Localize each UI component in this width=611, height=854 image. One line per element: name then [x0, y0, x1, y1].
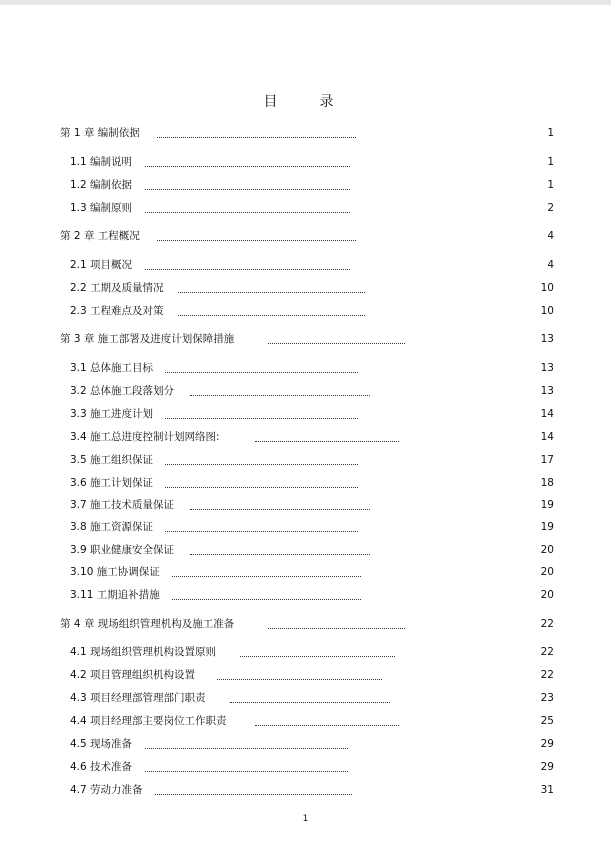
toc-entry-page: 22	[540, 669, 554, 681]
toc-entry-label: 4.3 项目经理部管理部门职责	[70, 692, 206, 704]
toc-entry-section[interactable]	[0, 782, 611, 798]
toc-leader	[217, 667, 382, 680]
toc-entry-label: 3.1 总体施工目标	[70, 362, 154, 374]
toc-entry-label: 2.3 工程难点及对策	[70, 305, 164, 317]
toc-entry-page: 1	[547, 179, 554, 191]
toc-entry-section[interactable]	[0, 303, 611, 319]
toc-entry-page: 13	[540, 385, 554, 397]
toc-entry-page: 31	[540, 784, 554, 796]
toc-entry-page: 25	[540, 715, 554, 727]
toc-entry-page: 13	[540, 333, 554, 345]
toc-leader	[165, 475, 358, 488]
toc-entry-page: 2	[547, 202, 554, 214]
toc-entry-label: 3.5 施工组织保证	[70, 454, 154, 466]
toc-entry-page: 18	[540, 477, 554, 489]
toc-leader	[190, 542, 370, 555]
toc-entry-section[interactable]	[0, 713, 611, 729]
toc-entry-section[interactable]	[0, 497, 611, 513]
toc-entry-label: 第 1 章 编制依据	[60, 127, 140, 139]
toc-entry-page: 29	[540, 738, 554, 750]
toc-entry-page: 10	[540, 282, 554, 294]
document-page	[0, 5, 611, 854]
toc-entry-label: 1.2 编制依据	[70, 179, 133, 191]
toc-entry-label: 4.1 现场组织管理机构设置原则	[70, 646, 217, 658]
toc-entry-section[interactable]	[0, 280, 611, 296]
toc-entry-label: 1.1 编制说明	[70, 156, 133, 168]
toc-leader	[145, 257, 350, 270]
toc-entry-section[interactable]	[0, 667, 611, 683]
toc-leader	[172, 587, 361, 600]
toc-leader	[190, 497, 370, 510]
toc-entry-label: 3.3 施工进度计划	[70, 408, 154, 420]
toc-entry-page: 14	[540, 408, 554, 420]
toc-entry-section[interactable]	[0, 564, 611, 580]
toc-leader	[255, 713, 399, 726]
toc-entry-label: 4.4 项目经理部主要岗位工作职责	[70, 715, 227, 727]
toc-leader	[155, 782, 352, 795]
toc-entry-page: 19	[540, 499, 554, 511]
toc-entry-section[interactable]	[0, 200, 611, 216]
toc-entry-label: 4.2 项目管理组织机构设置	[70, 669, 196, 681]
footer-page-number: 1	[302, 814, 309, 824]
toc-entry-label: 3.2 总体施工段落划分	[70, 385, 175, 397]
toc-entry-page: 20	[540, 544, 554, 556]
toc-leader	[268, 616, 405, 629]
toc-leader	[190, 383, 370, 396]
toc-entry-label: 第 4 章 现场组织管理机构及施工准备	[60, 618, 235, 630]
toc-entry-section[interactable]	[0, 475, 611, 491]
toc-entry-label: 4.5 现场准备	[70, 738, 133, 750]
toc-entry-section[interactable]	[0, 690, 611, 706]
toc-entry-page: 22	[540, 618, 554, 630]
toc-entry-label: 3.6 施工计划保证	[70, 477, 154, 489]
toc-entry-section[interactable]	[0, 644, 611, 660]
toc-entry-section[interactable]	[0, 519, 611, 535]
toc-entry-chapter[interactable]	[0, 616, 611, 632]
toc-entry-page: 14	[540, 431, 554, 443]
toc-entry-page: 29	[540, 761, 554, 773]
toc-entry-label: 3.11 工期追补措施	[70, 589, 160, 601]
toc-entry-section[interactable]	[0, 542, 611, 558]
toc-leader	[157, 125, 356, 138]
toc-entry-chapter[interactable]	[0, 125, 611, 141]
toc-leader	[178, 303, 365, 316]
toc-entry-page: 22	[540, 646, 554, 658]
toc-entry-section[interactable]	[0, 587, 611, 603]
toc-leader	[165, 406, 358, 419]
toc-entry-chapter[interactable]	[0, 228, 611, 244]
toc-leader	[165, 360, 358, 373]
toc-entry-page: 20	[540, 566, 554, 578]
toc-entry-section[interactable]	[0, 154, 611, 170]
toc-entry-page: 13	[540, 362, 554, 374]
toc-entry-page: 17	[540, 454, 554, 466]
toc-entry-label: 第 2 章 工程概况	[60, 230, 140, 242]
toc-entry-label: 3.9 职业健康安全保证	[70, 544, 175, 556]
toc-leader	[268, 331, 405, 344]
toc-entry-section[interactable]	[0, 383, 611, 399]
toc-leader	[240, 644, 395, 657]
toc-entry-label: 3.8 施工资源保证	[70, 521, 154, 533]
toc-leader	[157, 228, 356, 241]
toc-entry-page: 10	[540, 305, 554, 317]
toc-entry-page: 1	[547, 127, 554, 139]
toc-leader	[145, 200, 350, 213]
toc-entry-label: 第 3 章 施工部署及进度计划保障措施	[60, 333, 235, 345]
toc-entry-section[interactable]	[0, 452, 611, 468]
toc-leader	[165, 452, 358, 465]
toc-leader	[178, 280, 365, 293]
toc-entry-section[interactable]	[0, 429, 611, 445]
toc-leader	[145, 736, 348, 749]
toc-entry-page: 20	[540, 589, 554, 601]
toc-entry-label: 3.4 施工总进度控制计划网络图:	[70, 431, 220, 443]
toc-entry-page: 1	[547, 156, 554, 168]
toc-leader	[145, 154, 350, 167]
toc-leader	[230, 690, 390, 703]
toc-leader	[172, 564, 361, 577]
toc-entry-section[interactable]	[0, 360, 611, 376]
toc-leader	[165, 519, 358, 532]
toc-entry-section[interactable]	[0, 736, 611, 752]
toc-entry-section[interactable]	[0, 257, 611, 273]
toc-entry-chapter[interactable]	[0, 331, 611, 347]
toc-entry-label: 1.3 编制原则	[70, 202, 133, 214]
toc-entry-page: 23	[540, 692, 554, 704]
toc-entry-label: 4.6 技术准备	[70, 761, 133, 773]
toc-entry-section[interactable]	[0, 406, 611, 422]
toc-leader	[145, 177, 350, 190]
toc-entry-page: 19	[540, 521, 554, 533]
toc-entry-label: 4.7 劳动力准备	[70, 784, 143, 796]
toc-entry-label: 3.10 施工协调保证	[70, 566, 160, 578]
toc-leader	[255, 429, 399, 442]
toc-entry-section[interactable]	[0, 177, 611, 193]
toc-entry-section[interactable]	[0, 759, 611, 775]
toc-entry-label: 3.7 施工技术质量保证	[70, 499, 175, 511]
toc-entry-page: 4	[547, 230, 554, 242]
toc-title: 目 录	[263, 94, 348, 110]
toc-leader	[145, 759, 348, 772]
toc-entry-label: 2.2 工期及质量情况	[70, 282, 164, 294]
toc-entry-label: 2.1 项目概况	[70, 259, 133, 271]
toc-entry-page: 4	[547, 259, 554, 271]
